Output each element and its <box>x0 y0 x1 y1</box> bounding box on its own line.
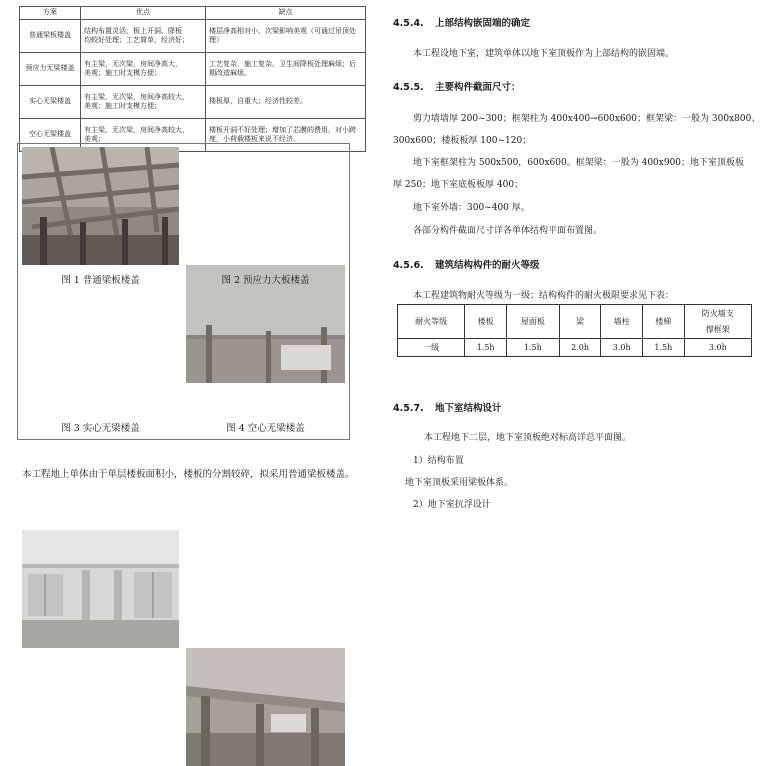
scheme-cell: 普通梁板楼盖 <box>20 20 81 53</box>
cons-cell: 楼板开洞不好处理；增加了芯膜的费用，对小跨 度，小荷载楼板来说不经济。 <box>206 119 366 152</box>
left-paragraph: 本工程地上单体由于单层楼板面积小，楼板的分割较碎，拟采用普通梁板楼盖。 <box>22 469 355 480</box>
header-cell: 优点 <box>81 7 206 20</box>
section-heading-456: 4.5.6. 建筑结构构件的耐火等级 <box>393 260 540 271</box>
header-cell: 防火墙支 撑框架 <box>684 305 751 339</box>
table-cell: 3.0h <box>601 339 643 357</box>
figure-4-photo <box>186 648 345 766</box>
section-457-item-1-text: 地下室顶板采用梁板体系。 <box>405 478 514 488</box>
figure-3-photo <box>22 530 179 648</box>
figure-1-photo <box>22 147 179 265</box>
figure-3-caption: 图 3 实心无梁楼盖 <box>61 423 140 434</box>
section-457-text: 本工程地下二层，地下室顶板绝对标高详总平面图。 <box>424 433 632 443</box>
pros-cell: 有主梁，无次梁，房间净高较大， 美观； <box>81 119 206 152</box>
table-row <box>20 86 366 119</box>
cons-cell: 楼层净高相对小、次梁影响美观（可通过吊顶处 理） <box>206 20 366 53</box>
pros-cell: 有主梁，无次梁，房间净高较大， 美观；施工时支模方便； <box>81 86 206 119</box>
section-heading-454: 4.5.4. 上部结构嵌固端的确定 <box>393 18 531 29</box>
section-455-line: 各部分构件截面尺寸详各单体结构平面布置图。 <box>413 226 603 236</box>
figure-2-caption: 图 2 预应力大板楼盖 <box>221 275 310 286</box>
table-cell: 2.0h <box>559 339 601 357</box>
table-header-row <box>398 305 752 339</box>
header-cell: 梁 <box>559 305 601 339</box>
scheme-cell: 实心无梁楼盖 <box>20 86 81 119</box>
section-455-line: 厚 250；地下室底板板厚 400； <box>393 180 524 190</box>
header-cell: 屋面板 <box>506 305 559 339</box>
table-row <box>398 339 752 357</box>
header-cell: 楼梯 <box>642 305 684 339</box>
pros-cell: 有主梁，无次梁，房间净高大， 美观；施工时支模方便； <box>81 53 206 86</box>
table-cell: 一级 <box>398 339 465 357</box>
cons-cell: 楼板厚，自重大；经济性较差。 <box>206 86 366 119</box>
table-cell: 1.5h <box>465 339 507 357</box>
figure-1-caption: 图 1 普通梁板楼盖 <box>61 275 140 286</box>
header-cell: 方案 <box>20 7 81 20</box>
table-cell: 3.0h <box>684 339 751 357</box>
table-cell: 1.5h <box>642 339 684 357</box>
section-455-line: 地下室外墙：300~400 厚。 <box>413 203 530 213</box>
section-457-item-2: 2）地下室抗浮设计 <box>413 500 491 510</box>
section-455-line: 300x600；楼板板厚 100~120； <box>393 136 532 146</box>
fire-resistance-table <box>397 304 752 357</box>
scheme-cell: 空心无梁楼盖 <box>20 119 81 152</box>
figure-4-caption: 图 4 空心无梁楼盖 <box>226 423 305 434</box>
header-cell: 墙柱 <box>601 305 643 339</box>
table-header-row <box>20 7 366 20</box>
section-455-line: 地下室框架柱为 500x500，600x600。框架梁：一般为 400x900；地下室顶板板 <box>413 158 745 168</box>
section-heading-457: 4.5.7. 地下室结构设计 <box>393 403 502 414</box>
section-456-text: 本工程建筑物耐火等级为一级；结构构件的耐火极限要求见下表： <box>413 291 675 301</box>
header-cell: 耐火等级 <box>398 305 465 339</box>
comparison-table <box>19 6 366 152</box>
section-454-text: 本工程设地下室，建筑单体以地下室顶板作为上部结构的嵌固端。 <box>413 49 675 59</box>
table-cell: 1.5h <box>506 339 559 357</box>
section-heading-455: 4.5.5. 主要构件截面尺寸： <box>393 82 521 93</box>
table-row <box>20 53 366 86</box>
scheme-cell: 预应力无梁楼盖 <box>20 53 81 86</box>
header-cell: 缺点 <box>206 7 366 20</box>
header-cell: 楼板 <box>465 305 507 339</box>
table-row <box>20 20 366 53</box>
section-457-item-1: 1）结构布置 <box>413 456 464 466</box>
pros-cell: 结构布置灵活，板上开洞、降板 均较好处理；工艺简单，经济好； <box>81 20 206 53</box>
section-455-line: 剪力墙墙厚 200~300；框架柱为 400x400→600x600；框架梁：一般为 300x800、 <box>413 114 760 124</box>
cons-cell: 工艺复杂，施工复杂。卫生间降板处理麻烦；后 期改造麻烦。 <box>206 53 366 86</box>
